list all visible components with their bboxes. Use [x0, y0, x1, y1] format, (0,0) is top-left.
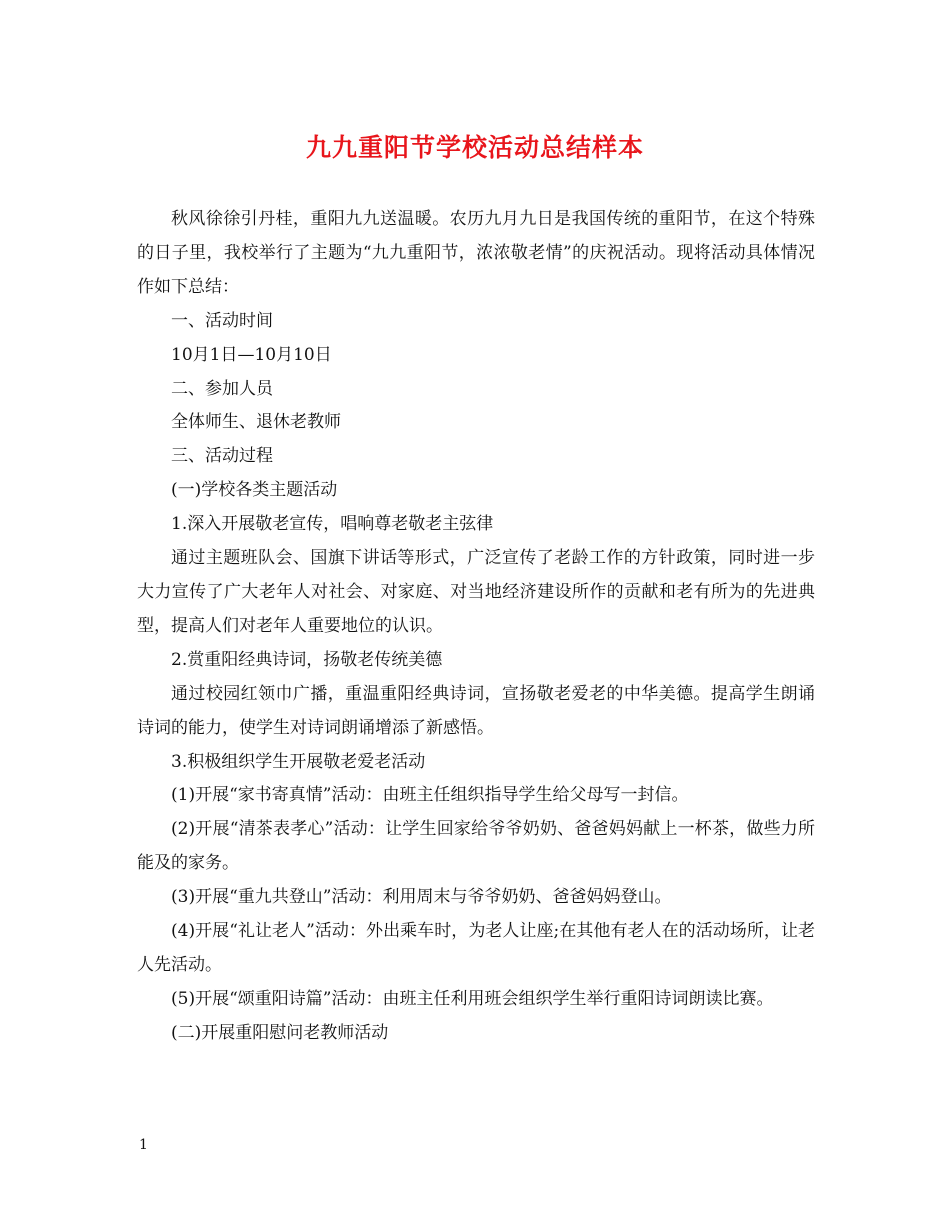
page-number: 1: [139, 1137, 148, 1153]
paragraph: 通过主题班队会、国旗下讲话等形式，广泛宣传了老龄工作的方针政策，同时进一步大力宣传了广大老年人对社会、对家庭、对当地经济建设所作的贡献和老有所为的先进典型，提高人们对老年人重要地位的认识。: [137, 548, 815, 636]
paragraph: 3.积极组织学生开展敬老爱老活动: [171, 751, 426, 772]
paragraph: 一、活动时间: [171, 310, 273, 331]
paragraph: (5)开展“颂重阳诗篇”活动：由班主任利用班会组织学生举行重阳诗词朗读比赛。: [171, 988, 774, 1009]
paragraph: 2.赏重阳经典诗词，扬敬老传统美德: [171, 649, 443, 670]
paragraph: 秋风徐徐引丹桂，重阳九九送温暖。农历九月九日是我国传统的重阳节，在这个特殊的日子里，我校举行了主题为“九九重阳节，浓浓敬老情”的庆祝活动。现将活动具体情况作如下总结：: [137, 209, 815, 297]
paragraph: 10月1日—10月10日: [171, 344, 332, 365]
document-title: 九九重阳节学校活动总结样本: [305, 133, 644, 162]
document-body: [137, 203, 815, 1051]
paragraph: (一)学校各类主题活动: [171, 480, 338, 501]
paragraph: 三、活动过程: [171, 446, 273, 467]
paragraph: 全体师生、退休老教师: [171, 412, 341, 433]
paragraph: 二、参加人员: [171, 378, 273, 399]
paragraph: 1.深入开展敬老宣传，唱响尊老敬老主弦律: [171, 514, 494, 535]
paragraph: (二)开展重阳慰问老教师活动: [171, 1022, 389, 1043]
paragraph: (3)开展“重九共登山”活动：利用周末与爷爷奶奶、爸爸妈妈登山。: [171, 887, 672, 908]
paragraph: (1)开展“家书寄真情”活动：由班主任组织指导学生给父母写一封信。: [171, 785, 689, 806]
paragraph: (2)开展“清茶表孝心”活动：让学生回家给爷爷奶奶、爸爸妈妈献上一杯茶，做些力所能及的家务。: [137, 819, 815, 874]
paragraph: (4)开展“礼让老人”活动：外出乘车时，为老人让座;在其他有老人在的活动场所，让老人先活动。: [137, 921, 815, 975]
paragraph: 通过校园红领巾广播，重温重阳经典诗词，宣扬敬老爱老的中华美德。提高学生朗诵诗词的能力，使学生对诗词朗诵增添了新感悟。: [137, 683, 815, 738]
